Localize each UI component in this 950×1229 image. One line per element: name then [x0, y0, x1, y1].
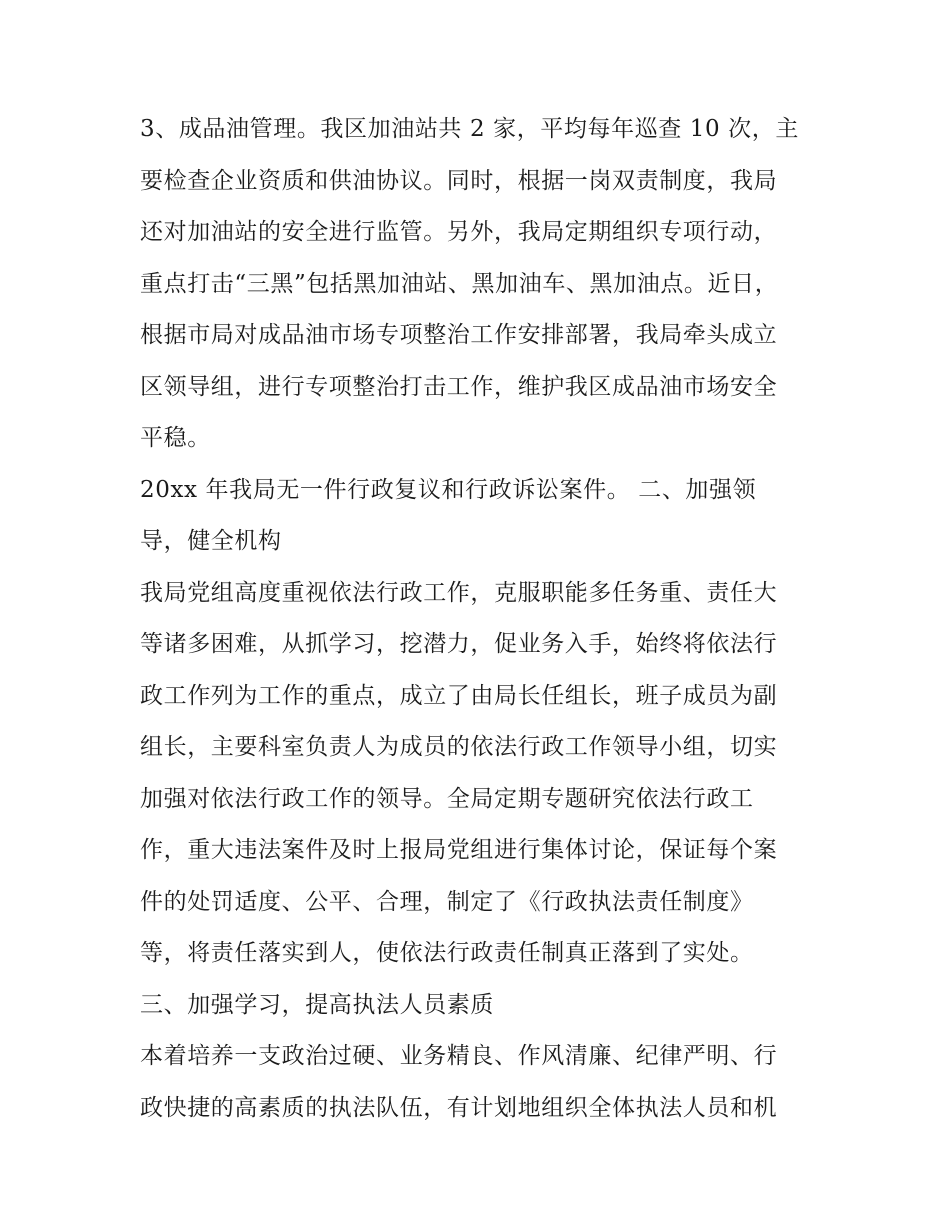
text-line: 还对加油站的安全进行监管。另外，我局定期组织专项行动，: [140, 219, 778, 245]
text-line: 3、成品油管理。我区加油站共 2 家，平均每年巡查 10 次，主: [140, 116, 799, 142]
text-line: 我局党组高度重视依法行政工作，克服职能多任务重、责任大: [140, 579, 778, 606]
document-body: [140, 104, 812, 1134]
text-line: 件的处罚适度、公平、合理，制定了《行政执法责任制度》: [140, 888, 754, 915]
text-line: 区领导组，进行专项整治打击工作，维护我区成品油市场安全: [140, 373, 778, 400]
text-line: 等诸多困难，从抓学习，挖潜力，促业务入手，始终将依法行: [140, 631, 778, 657]
text-line: 重点打击“三黑”包括黑加油站、黑加油车、黑加油点。近日，: [140, 270, 779, 297]
text-line: 平稳。: [140, 425, 211, 451]
text-line: 政工作列为工作的重点，成立了由局长任组长，班子成员为副: [140, 682, 778, 709]
text-line: 本着培养一支政治过硬、业务精良、作风清廉、纪律严明、行: [140, 1043, 778, 1069]
text-line: 组长，主要科室负责人为成员的依法行政工作领导小组，切实: [140, 734, 778, 760]
text-line: 根据市局对成品油市场专项整治工作安排部署，我局牵头成立: [140, 322, 778, 348]
section-heading: 三、加强学习，提高执法人员素质: [140, 991, 494, 1018]
text-line: 导，健全机构: [140, 528, 282, 554]
text-line: 加强对依法行政工作的领导。全局定期专题研究依法行政工: [140, 785, 754, 812]
text-line: 作，重大违法案件及时上报局党组进行集体讨论，保证每个案: [140, 837, 778, 863]
text-line: 20xx 年我局无一件行政复议和行政诉讼案件。 二、加强领: [140, 476, 757, 503]
text-line: 要检查企业资质和供油协议。同时，根据一岗双责制度，我局: [140, 167, 778, 194]
text-line: 等，将责任落实到人，使依法行政责任制真正落到了实处。: [140, 940, 754, 966]
text-line: 政快捷的高素质的执法队伍，有计划地组织全体执法人员和机: [140, 1094, 778, 1121]
